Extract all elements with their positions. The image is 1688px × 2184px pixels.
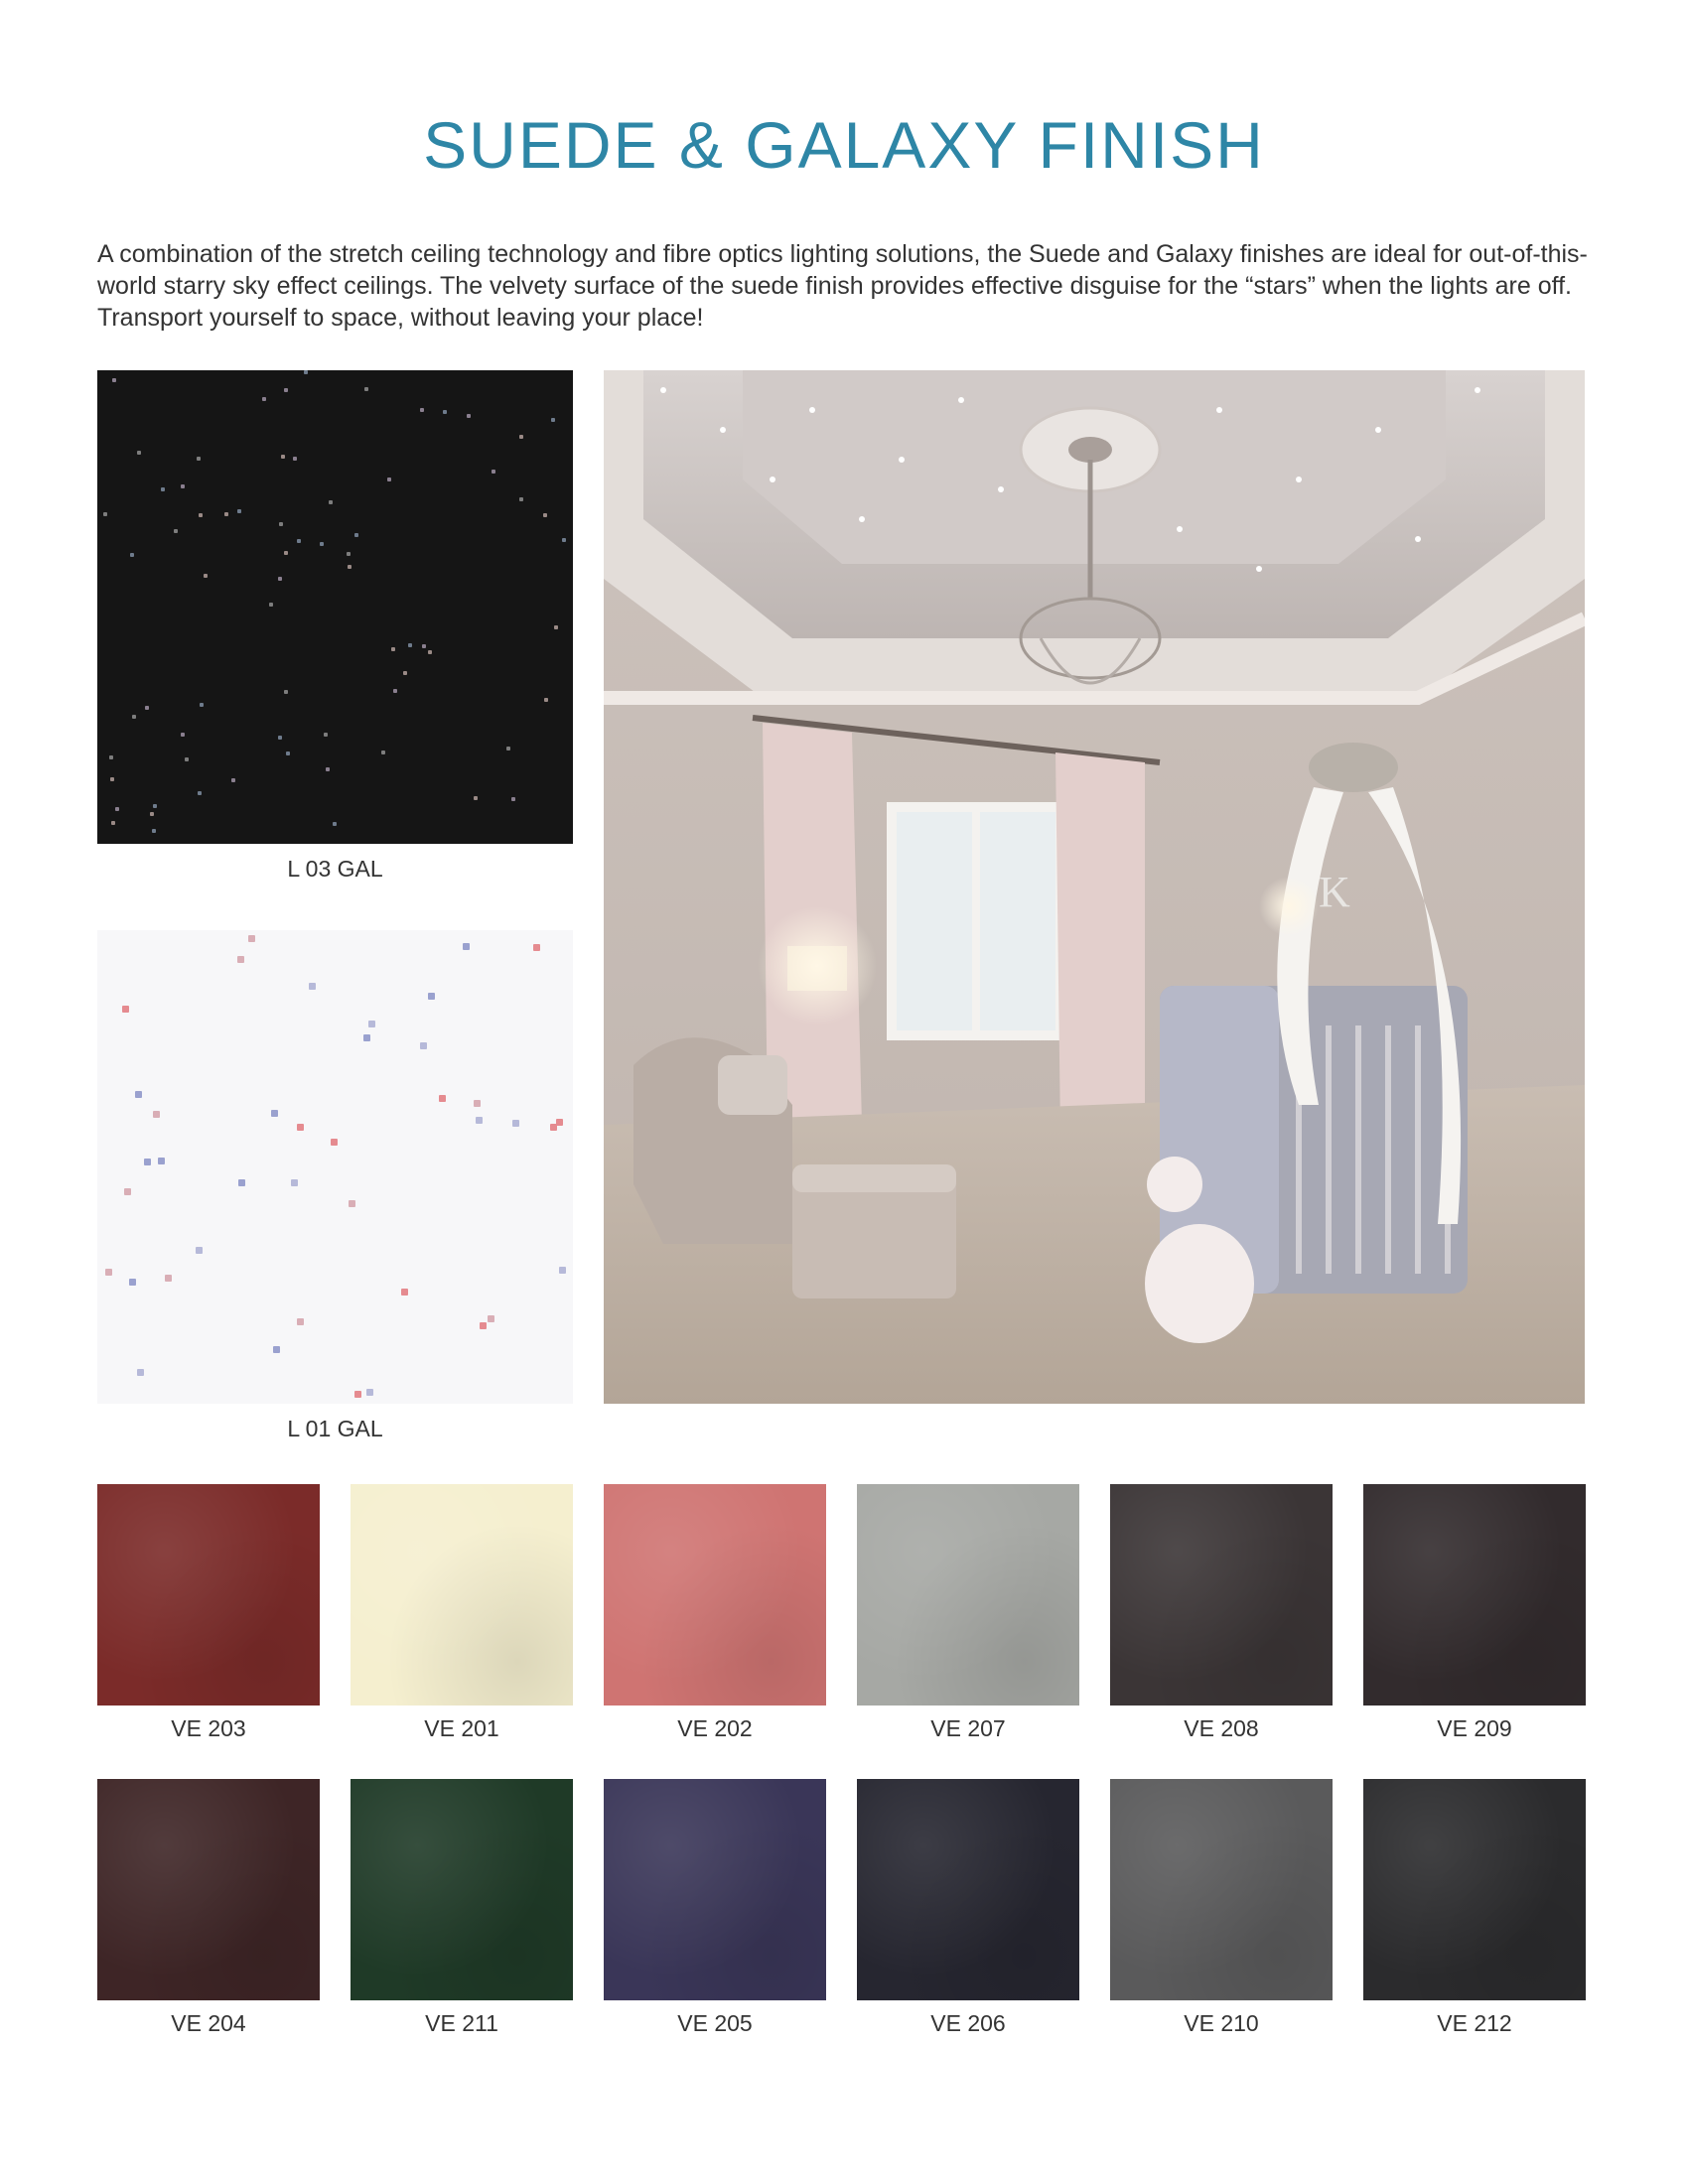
page-title: SUEDE & GALAXY FINISH bbox=[423, 108, 1265, 182]
fibre-optic-star bbox=[320, 542, 324, 546]
fibre-optic-star bbox=[199, 513, 203, 517]
galaxy-swatch-label: L 01 GAL bbox=[287, 1416, 383, 1441]
fibre-optic-star bbox=[284, 551, 288, 555]
fibre-optic-star bbox=[278, 577, 282, 581]
fibre-optic-star bbox=[333, 822, 337, 826]
fibre-optic-star bbox=[161, 487, 165, 491]
fibre-optic-star bbox=[174, 529, 178, 533]
fibre-optic-star bbox=[158, 1158, 165, 1164]
velvet-swatch-label: VE 205 bbox=[677, 2010, 753, 2036]
velvet-swatch bbox=[1110, 1484, 1333, 1706]
fibre-optic-star bbox=[105, 1269, 112, 1276]
fibre-optic-star bbox=[152, 829, 156, 833]
fibre-optic-star bbox=[286, 751, 290, 755]
fibre-optic-star bbox=[196, 1247, 203, 1254]
fibre-optic-star bbox=[309, 983, 316, 990]
fibre-optic-star bbox=[111, 821, 115, 825]
fibre-optic-star bbox=[544, 698, 548, 702]
velvet-swatch-label: VE 206 bbox=[930, 2010, 1006, 2036]
fibre-optic-star bbox=[135, 1091, 142, 1098]
fibre-optic-star bbox=[278, 736, 282, 740]
fibre-optic-star bbox=[181, 733, 185, 737]
fibre-optic-star bbox=[463, 943, 470, 950]
fibre-optic-star bbox=[408, 643, 412, 647]
fibre-optic-star bbox=[248, 935, 255, 942]
velvet-swatch bbox=[1363, 1484, 1586, 1706]
fibre-optic-star bbox=[197, 457, 201, 461]
velvet-swatch bbox=[857, 1484, 1079, 1706]
fibre-optic-star bbox=[354, 1391, 361, 1398]
fibre-optic-star bbox=[124, 1188, 131, 1195]
fibre-optic-star bbox=[279, 522, 283, 526]
fibre-optic-star bbox=[480, 1322, 487, 1329]
fibre-optic-star bbox=[137, 451, 141, 455]
fibre-optic-star bbox=[533, 944, 540, 951]
fibre-optic-star bbox=[137, 1369, 144, 1376]
fibre-optic-star bbox=[512, 1120, 519, 1127]
velvet-swatch-label: VE 207 bbox=[930, 1715, 1006, 1741]
velvet-swatch-label: VE 212 bbox=[1437, 2010, 1512, 2036]
fibre-optic-star bbox=[562, 538, 566, 542]
galaxy-swatch-light bbox=[97, 930, 573, 1404]
fibre-optic-star bbox=[262, 397, 266, 401]
fibre-optic-star bbox=[284, 388, 288, 392]
fibre-optic-star bbox=[132, 715, 136, 719]
fibre-optic-star bbox=[474, 1100, 481, 1107]
fibre-optic-star bbox=[145, 706, 149, 710]
velvet-swatch bbox=[351, 1779, 573, 2000]
galaxy-swatch-label: L 03 GAL bbox=[287, 856, 383, 882]
svg-text:K: K bbox=[1319, 868, 1350, 916]
room-illustration bbox=[604, 370, 1585, 1404]
fibre-optic-star bbox=[165, 1275, 172, 1282]
fibre-optic-star bbox=[556, 1119, 563, 1126]
velvet-swatch bbox=[97, 1484, 320, 1706]
fibre-optic-star bbox=[476, 1117, 483, 1124]
fibre-optic-star bbox=[281, 455, 285, 459]
fibre-optic-star bbox=[439, 1095, 446, 1102]
fibre-optic-star bbox=[326, 767, 330, 771]
fibre-optic-star bbox=[200, 703, 204, 707]
fibre-optic-star bbox=[554, 625, 558, 629]
velvet-swatch-label: VE 210 bbox=[1184, 2010, 1259, 2036]
velvet-swatch bbox=[604, 1779, 826, 2000]
fibre-optic-star bbox=[150, 812, 154, 816]
fibre-optic-star bbox=[403, 671, 407, 675]
nursery-room-photo bbox=[604, 370, 1585, 1404]
fibre-optic-star bbox=[293, 457, 297, 461]
fibre-optic-star bbox=[224, 512, 228, 516]
fibre-optic-star bbox=[122, 1006, 129, 1013]
fibre-optic-star bbox=[467, 414, 471, 418]
fibre-optic-star bbox=[237, 509, 241, 513]
fibre-optic-star bbox=[519, 435, 523, 439]
fibre-optic-star bbox=[368, 1021, 375, 1027]
velvet-swatch-label: VE 209 bbox=[1437, 1715, 1512, 1741]
fibre-optic-star bbox=[348, 565, 352, 569]
fibre-optic-star bbox=[181, 484, 185, 488]
fibre-optic-star bbox=[231, 778, 235, 782]
fibre-optic-star bbox=[428, 993, 435, 1000]
fibre-optic-star bbox=[109, 755, 113, 759]
fibre-optic-star bbox=[238, 1179, 245, 1186]
fibre-optic-star bbox=[420, 408, 424, 412]
velvet-swatch bbox=[1110, 1779, 1333, 2000]
fibre-optic-star bbox=[347, 552, 351, 556]
fibre-optic-star bbox=[422, 644, 426, 648]
fibre-optic-star bbox=[130, 553, 134, 557]
fibre-optic-star bbox=[153, 1111, 160, 1118]
fibre-optic-star bbox=[297, 1124, 304, 1131]
velvet-swatch bbox=[1363, 1779, 1586, 2000]
fibre-optic-star bbox=[393, 689, 397, 693]
fibre-optic-star bbox=[488, 1315, 494, 1322]
fibre-optic-star bbox=[474, 796, 478, 800]
fibre-optic-star bbox=[204, 574, 208, 578]
fibre-optic-star bbox=[284, 690, 288, 694]
velvet-swatch bbox=[97, 1779, 320, 2000]
fibre-optic-star bbox=[363, 1034, 370, 1041]
velvet-swatch-label: VE 201 bbox=[424, 1715, 499, 1741]
fibre-optic-star bbox=[511, 797, 515, 801]
fibre-optic-star bbox=[492, 470, 495, 474]
velvet-swatch bbox=[351, 1484, 573, 1706]
fibre-optic-star bbox=[519, 497, 523, 501]
velvet-swatch-label: VE 208 bbox=[1184, 1715, 1259, 1741]
fibre-optic-star bbox=[115, 807, 119, 811]
fibre-optic-star bbox=[110, 777, 114, 781]
intro-paragraph: A combination of the stretch ceiling technology and fibre optics lighting solutions, the Suede and Galaxy finishes are ideal for out-of-this-world starry sky effect ceilings. The velvety surface of the suede finish provides effective disguise for the “stars” when the lights are off. Transport yourself to space, without leaving your place! bbox=[97, 240, 1588, 332]
velvet-swatch-label: VE 211 bbox=[425, 2010, 498, 2036]
fibre-optic-star bbox=[237, 956, 244, 963]
velvet-swatch bbox=[604, 1484, 826, 1706]
fibre-optic-star bbox=[112, 378, 116, 382]
fibre-optic-star bbox=[559, 1267, 566, 1274]
fibre-optic-star bbox=[324, 733, 328, 737]
fibre-optic-star bbox=[354, 533, 358, 537]
fibre-optic-star bbox=[443, 410, 447, 414]
fibre-optic-star bbox=[329, 500, 333, 504]
velvet-swatch-label: VE 203 bbox=[171, 1715, 246, 1741]
fibre-optic-star bbox=[387, 478, 391, 481]
fibre-optic-star bbox=[129, 1279, 136, 1286]
fibre-optic-star bbox=[364, 387, 368, 391]
velvet-swatch-label: VE 204 bbox=[171, 2010, 246, 2036]
fibre-optic-star bbox=[291, 1179, 298, 1186]
fibre-optic-star bbox=[401, 1289, 408, 1296]
fibre-optic-star bbox=[428, 650, 432, 654]
velvet-swatch-label: VE 202 bbox=[677, 1715, 753, 1741]
fibre-optic-star bbox=[297, 1318, 304, 1325]
fibre-optic-star bbox=[366, 1389, 373, 1396]
fibre-optic-star bbox=[103, 512, 107, 516]
fibre-optic-star bbox=[271, 1110, 278, 1117]
velvet-swatch bbox=[857, 1779, 1079, 2000]
fibre-optic-star bbox=[185, 757, 189, 761]
fibre-optic-star bbox=[551, 418, 555, 422]
fibre-optic-star bbox=[331, 1139, 338, 1146]
galaxy-swatch-dark bbox=[97, 370, 573, 844]
fibre-optic-star bbox=[420, 1042, 427, 1049]
fibre-optic-star bbox=[153, 804, 157, 808]
fibre-optic-star bbox=[304, 370, 308, 374]
fibre-optic-star bbox=[381, 751, 385, 754]
fibre-optic-star bbox=[506, 747, 510, 751]
fibre-optic-star bbox=[297, 539, 301, 543]
fibre-optic-star bbox=[144, 1159, 151, 1165]
fibre-optic-star bbox=[273, 1346, 280, 1353]
fibre-optic-star bbox=[543, 513, 547, 517]
fibre-optic-star bbox=[349, 1200, 355, 1207]
fibre-optic-star bbox=[269, 603, 273, 607]
fibre-optic-star bbox=[391, 647, 395, 651]
fibre-optic-star bbox=[198, 791, 202, 795]
